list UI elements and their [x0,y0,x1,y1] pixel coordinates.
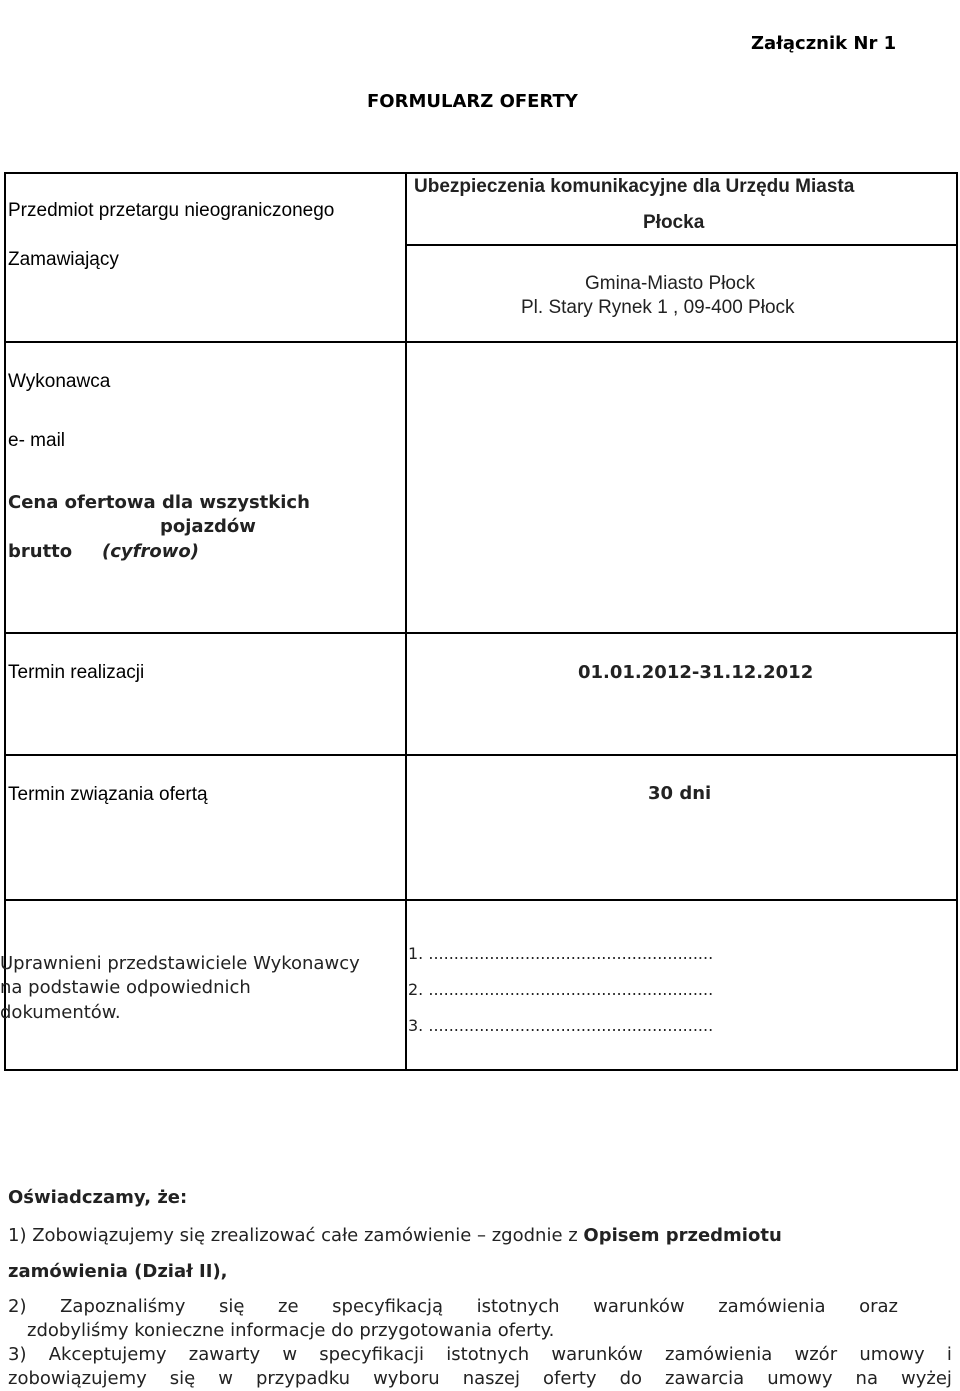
word: zawarty [188,1344,261,1365]
word: 2) [8,1296,27,1317]
representatives-label-line1: Uprawnieni przedstawiciele Wykonawcy [0,953,360,974]
realization-value: 01.01.2012-31.12.2012 [578,662,814,683]
price-label-line1: Cena ofertowa dla wszystkich [8,492,310,513]
word: zamówienia [665,1344,773,1365]
realization-label: Termin realizacji [8,662,145,683]
binding-label: Termin związania ofertą [8,784,208,805]
declarations-heading: Oświadczamy, że: [8,1187,188,1208]
word: na [855,1368,878,1389]
subject-label: Przedmiot przetargu nieograniczonego [8,200,335,221]
word: specyfikacji [319,1344,425,1365]
email-label: e- mail [8,430,66,451]
word: warunków [593,1296,685,1317]
word: wzór [794,1344,838,1365]
word: oferty [543,1368,597,1389]
word: przypadku [255,1368,351,1389]
declaration-item-2 [8,1296,898,1317]
word: zobowiązujemy [8,1368,147,1389]
word: wyżej [901,1368,952,1389]
subject-value-line2: Płocka [643,212,705,233]
word: istotnych [476,1296,560,1317]
representatives-label-line3: dokumentów. [0,1002,121,1023]
client-value-line1: Gmina-Miasto Płock [585,273,755,294]
word: w [282,1344,298,1365]
word: zamówienia [718,1296,826,1317]
word: zawarcia [665,1368,745,1389]
word: naszej [462,1368,521,1389]
word: i [946,1344,952,1365]
representative-slot-2: 2. ........................................................ [408,980,714,999]
word: Zapoznaliśmy [60,1296,186,1317]
form-title: FORMULARZ OFERTY [367,91,578,112]
word: Akceptujemy [48,1344,167,1365]
price-label-line2: pojazdów [160,516,256,537]
representative-slot-1: 1. ........................................................ [408,944,714,963]
representative-slot-3: 3. ........................................................ [408,1016,714,1035]
client-label: Zamawiający [8,249,119,270]
annex-label: Załącznik Nr 1 [751,33,897,54]
word: 3) [8,1344,27,1365]
word: do [619,1368,643,1389]
declaration-item-1-line2: zamówienia (Dział II), [8,1261,228,1282]
word: istotnych [446,1344,530,1365]
declaration-item-1 [8,1225,782,1246]
price-label-line3b: (cyfrowo) [102,541,199,562]
word: umowy [767,1368,833,1389]
representatives-label-line2: na podstawie odpowiednich [0,977,251,998]
declaration-item-3 [8,1344,952,1365]
subject-value-line1: Ubezpieczenia komunikacyjne dla Urzędu Miasta [414,176,855,197]
word: specyfikacją [332,1296,444,1317]
word: się [169,1368,196,1389]
word: się [218,1296,245,1317]
word: umowy [859,1344,925,1365]
declaration-item-2-line2: zdobyliśmy konieczne informacje do przygotowania oferty. [27,1320,555,1341]
word: w [218,1368,233,1389]
declaration-item-1-text: 1) Zobowiązujemy się zrealizować całe zamówienie – zgodnie z [8,1225,584,1246]
price-label-line3a: brutto [8,541,73,562]
declaration-item-3-line2 [8,1368,952,1389]
binding-value: 30 dni [648,783,712,804]
word: oraz [859,1296,898,1317]
contractor-label: Wykonawca [8,371,111,392]
client-value-line2: Pl. Stary Rynek 1 , 09-400 Płock [521,297,795,318]
word: ze [278,1296,299,1317]
declaration-item-1-bold: Opisem przedmiotu [583,1225,782,1246]
word: warunków [551,1344,643,1365]
word: wyboru [373,1368,440,1389]
